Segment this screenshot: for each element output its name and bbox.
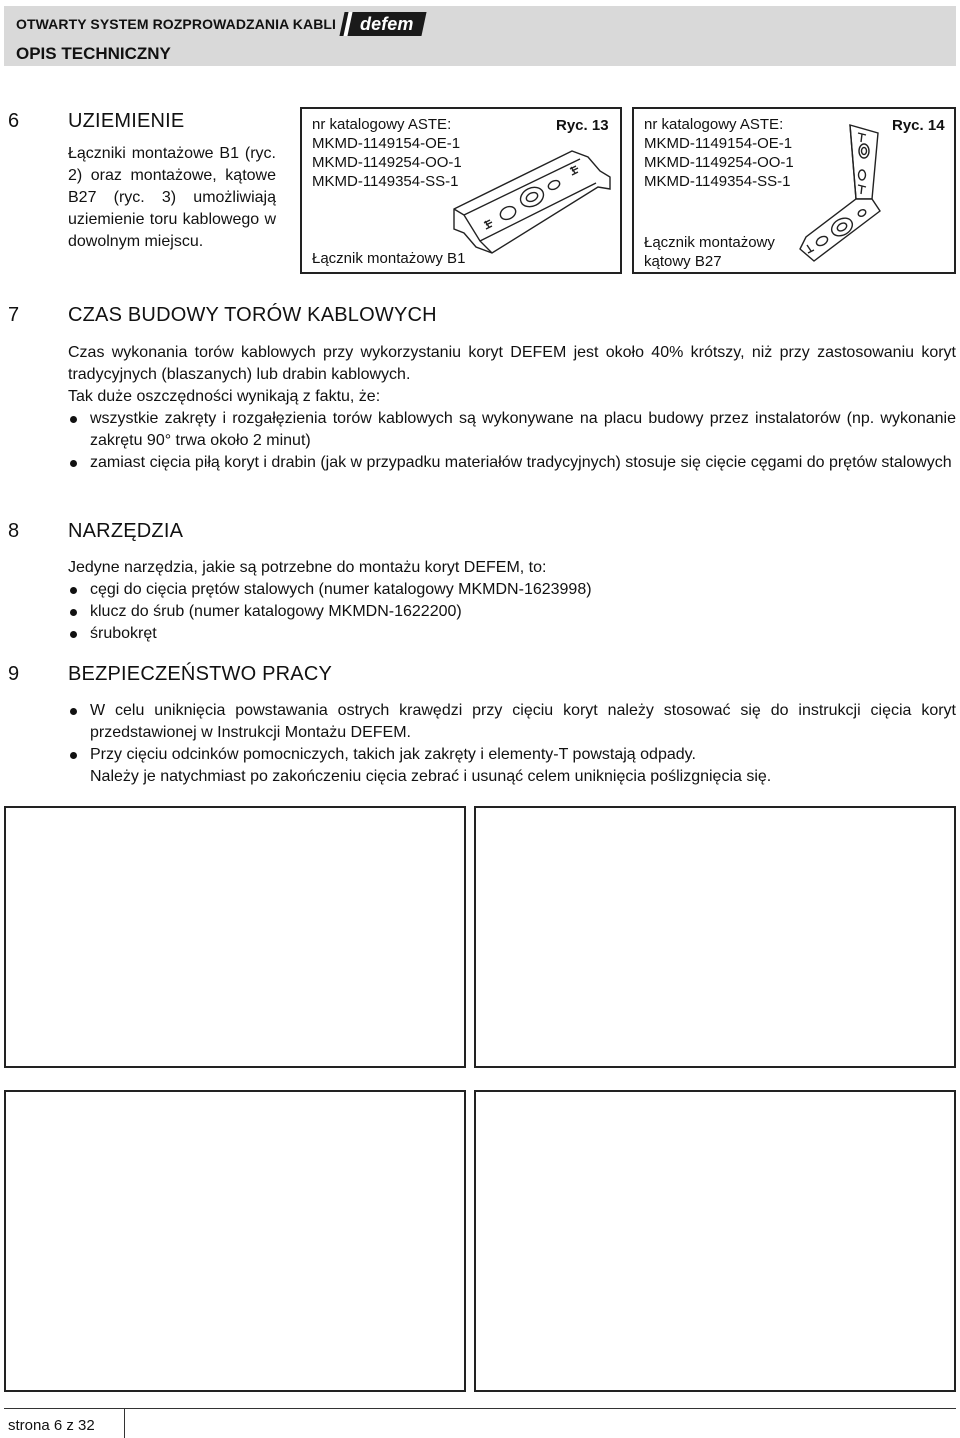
bullet-icon [70,708,77,715]
figure-14-label: Ryc. 14 [892,117,945,134]
bullet-icon [70,460,77,467]
bullet-icon [70,609,77,616]
header-title-row [16,12,424,36]
connector-b1-drawing [450,137,620,271]
section-9-number: 9 [8,663,20,685]
section-8-lead: Jedyne narzędzia, jakie są potrzebne do montażu koryt DEFEM, to: [68,559,547,576]
bullet-icon [70,631,77,638]
section-6-title: UZIEMIENIE [68,110,185,132]
list-item-text: zamiast cięcia piłą koryt i drabin (jak w przypadku materiałów tradycyjnych) stosuje się cięcie cęgami do prętów stalowych [90,454,952,471]
figure-14-box [632,107,956,274]
figure-13-catalog-label: nr katalogowy ASTE: [312,116,452,133]
figure-13-code-2: MKMD-1149254-OO-1 [312,154,462,171]
header-series-title: OTWARTY SYSTEM ROZPROWADZANIA KABLI [16,16,337,32]
section-7-intro: Czas wykonania torów kablowych przy wykorzystaniu koryt DEFEM jest około 40% krótszy, niż przy zastosowaniu koryt tradycyjnych (blaszanych) lub drabin kablowych. [68,344,956,383]
figure-14-code-3: MKMD-1149354-SS-1 [644,173,791,190]
bullet-icon [70,752,77,759]
list-item [68,408,956,452]
figure-14-caption-line-1: Łącznik montażowy [644,234,775,251]
section-7-lead: Tak duże oszczędności wynikają z faktu, że: [68,388,381,405]
list-item [68,601,956,623]
section-6-text: Łączniki montażowe B1 (ryc. 2) oraz montażowe, kątowe B27 (ryc. 3) umożliwiają uziemienie toru kablowego w dowolnym miejscu. [68,145,276,250]
photo-placeholder-3 [4,1090,466,1392]
list-item [68,623,956,645]
figure-14-catalog [644,115,794,191]
section-6-number: 6 [8,110,20,132]
section-7-bullet-list [68,408,956,474]
section-8-title: NARZĘDZIA [68,520,184,542]
figure-13-box [300,107,622,274]
figure-14-catalog-label: nr katalogowy ASTE: [644,116,784,133]
list-item-text: wszystkie zakręty i rozgałęzienia torów kablowych są wykonywane na placu budowy przez instalatorów (np. wykonanie zakrętu 90° trwa około 2 minut) [90,410,956,449]
logo-text: defem [360,14,414,34]
footer-rule [4,1408,956,1409]
list-item-text: Przy cięciu odcinków pomocniczych, takich jak zakręty i elementy-T powstają odpady. [90,746,696,763]
defem-logo [344,12,427,36]
figure-14-caption [644,233,775,271]
list-item-text: cęgi do cięcia prętów stalowych (numer katalogowy MKMDN-1623998) [90,581,592,598]
page-number: strona 6 z 32 [8,1417,95,1434]
photo-placeholder-1 [4,806,466,1068]
bullet-icon [70,416,77,423]
photo-placeholder-4 [474,1090,956,1392]
bullet-icon [70,587,77,594]
figure-13-code-3: MKMD-1149354-SS-1 [312,173,459,190]
section-9-bullet-list [68,700,956,788]
list-item-text: klucz do śrub (numer katalogowy MKMDN-1622200) [90,603,462,620]
list-item-text: W celu uniknięcia powstawania ostrych krawędzi przy cięciu koryt należy stosować się do instrukcji cięcia koryt przedstawionej w Instrukcji Montażu DEFEM. [90,702,956,741]
list-item [68,744,956,766]
figure-14-code-2: MKMD-1149254-OO-1 [644,154,794,171]
section-8-number: 8 [8,520,20,542]
footer-divider [124,1408,125,1438]
section-8-bullet-list [68,579,956,645]
list-item [68,700,956,744]
list-item [68,452,956,474]
figure-13-caption: Łącznik montażowy B1 [312,250,466,267]
list-item-text: śrubokręt [90,625,157,642]
photo-placeholder-2 [474,806,956,1068]
header-band [4,6,956,66]
connector-b27-drawing [792,119,892,269]
figure-13-label: Ryc. 13 [556,117,609,134]
list-item-text: Należy je natychmiast po zakończeniu cięcia zebrać i usunąć celem uniknięcia poślizgnięcia się. [90,768,772,785]
figure-13-catalog [312,115,462,191]
section-7-number: 7 [8,304,20,326]
figure-13-code-1: MKMD-1149154-OE-1 [312,135,461,152]
header-doc-title: OPIS TECHNICZNY [16,44,171,63]
list-item-continuation [68,766,956,788]
figure-14-code-1: MKMD-1149154-OE-1 [644,135,793,152]
section-9-title: BEZPIECZEŃSTWO PRACY [68,663,333,685]
figure-14-caption-line-2: kątowy B27 [644,253,722,270]
list-item [68,579,956,601]
section-7-title: CZAS BUDOWY TORÓW KABLOWYCH [68,304,437,326]
